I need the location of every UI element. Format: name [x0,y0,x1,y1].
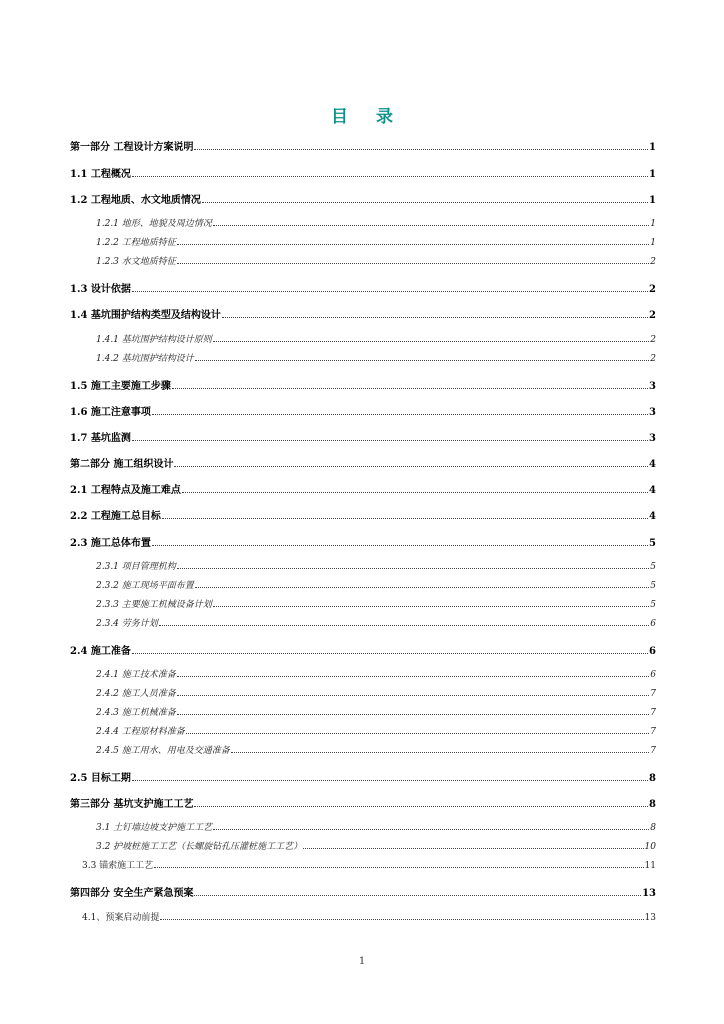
toc-entry-page: 2 [650,257,656,267]
toc-entry-page: 11 [644,861,656,871]
toc-entry[interactable] [70,216,656,229]
toc-entry-page: 1 [650,219,656,229]
toc-entry[interactable] [70,910,656,923]
toc-entry-page: 1 [649,169,656,180]
toc-entry-page: 7 [650,727,656,737]
toc-entry-label: 2.2 工程施工总目标 [70,511,161,522]
toc-entry-label: 第二部分 施工组织设计 [70,459,174,470]
toc-entry-label: 1.2.3 水文地质特征 [96,257,176,267]
toc-entry-page: 4 [649,459,656,470]
toc-entry-page: 1 [649,142,656,153]
toc-leader-dots [213,224,650,226]
toc-entry[interactable] [70,306,656,321]
toc-leader-dots [177,694,650,696]
toc-leader-dots [213,605,650,607]
toc-leader-dots [132,439,648,441]
toc-entry-page: 6 [650,619,656,629]
toc-leader-dots [194,894,641,896]
toc-entry-label: 第三部分 基坑支护施工工艺 [70,799,194,810]
toc-entry-label: 2.3.4 劳务计划 [96,619,158,629]
toc-entry[interactable] [70,769,656,784]
toc-entry[interactable] [70,235,656,248]
toc-entry-label: 3.1 土钉墙边坡支护施工工艺 [96,823,213,833]
toc-entry-page: 2 [649,310,656,321]
toc-entry[interactable] [70,724,656,737]
toc-entry[interactable] [70,507,656,522]
toc-entry-page: 2 [650,335,656,345]
toc-leader-dots [172,387,648,389]
toc-entry-label: 2.4.1 施工技术准备 [96,670,176,680]
toc-entry-page: 3 [649,381,656,392]
toc-entry-label: 1.3 设计依据 [70,284,131,295]
toc-entry[interactable] [70,165,656,180]
toc-entry-label: 3.2 护坡桩施工工艺（长螺旋钻孔压灌桩施工工艺） [96,842,303,852]
toc-entry[interactable] [70,839,656,852]
toc-entry[interactable] [70,743,656,756]
toc-entry-page: 5 [649,538,656,549]
toc-entry-page: 8 [650,823,656,833]
toc-entry-label: 1.7 基坑监测 [70,433,131,444]
toc-entry[interactable] [70,705,656,718]
toc-entry[interactable] [70,191,656,206]
toc-entry-page: 10 [644,842,656,852]
toc-entry-label: 第四部分 安全生产紧急预案 [70,888,194,899]
toc-leader-dots [177,567,650,569]
toc-leader-dots [195,359,650,361]
toc-entry-label: 4.1、预案启动前提 [82,913,160,923]
toc-leader-dots [160,918,643,920]
toc-entry-page: 5 [650,581,656,591]
toc-entry[interactable] [70,795,656,810]
toc-leader-dots [222,316,648,318]
toc-entry[interactable] [70,667,656,680]
toc-entry-page: 2 [649,284,656,295]
toc-entry-label: 1.4.2 基坑围护结构设计 [96,354,194,364]
toc-entry-page: 5 [650,600,656,610]
toc-entry-label: 2.4.4 工程原材料准备 [96,727,185,737]
toc-entry-label: 2.4.3 施工机械准备 [96,708,176,718]
toc-entry-label: 1.1 工程概况 [70,169,131,180]
toc-leader-dots [132,290,648,292]
toc-entry[interactable] [70,351,656,364]
toc-leader-dots [159,624,650,626]
toc-entry-page: 13 [644,913,656,923]
toc-entry[interactable] [70,254,656,267]
toc-leader-dots [186,732,650,734]
toc-entry-page: 7 [650,746,656,756]
toc-entry[interactable] [70,858,656,871]
toc-entry[interactable] [70,597,656,610]
toc-entry[interactable] [70,455,656,470]
toc-entry-label: 3.3 锚索施工工艺 [82,861,154,871]
toc-entry-page: 6 [650,670,656,680]
toc-entry[interactable] [70,481,656,496]
toc-entry-page: 7 [650,708,656,718]
toc-entry-label: 2.3 施工总体布置 [70,538,151,549]
toc-leader-dots [303,847,643,849]
toc-leader-dots [154,866,643,868]
toc-entry-page: 7 [650,689,656,699]
toc-leader-dots [177,243,650,245]
toc-entry-page: 1 [649,195,656,206]
toc-entry[interactable] [70,429,656,444]
toc-entry[interactable] [70,403,656,418]
toc-entry-page: 2 [650,354,656,364]
toc-entry-page: 3 [649,407,656,418]
toc-leader-dots [132,779,648,781]
toc-leader-dots [213,340,650,342]
toc-entry-page: 4 [649,485,656,496]
toc-entry[interactable] [70,377,656,392]
toc-entry-label: 第一部分 工程设计方案说明 [70,142,194,153]
toc-entry-label: 1.4.1 基坑围护结构设计原则 [96,335,212,345]
toc-entry-label: 1.2.1 地形、地貌及周边情况 [96,219,212,229]
page-number: 1 [358,956,366,967]
toc-entry-page: 13 [642,888,656,899]
toc-entry-label: 2.5 目标工期 [70,773,131,784]
toc-entry-label: 2.1 工程特点及施工难点 [70,485,181,496]
toc-entry[interactable] [70,884,656,899]
toc-leader-dots [152,413,648,415]
toc-leader-dots [194,148,648,150]
toc-entry-label: 2.4 施工准备 [70,646,131,657]
toc-entry[interactable] [70,820,656,833]
toc-entry-label: 1.6 施工注意事项 [70,407,151,418]
toc-entry-label: 1.2.2 工程地质特征 [96,238,176,248]
toc-leader-dots [177,262,650,264]
toc-entry-page: 8 [649,773,656,784]
toc-entry-page: 4 [649,511,656,522]
toc-leader-dots [132,175,648,177]
toc-leader-dots [202,201,648,203]
toc-leader-dots [177,713,650,715]
toc-entry-page: 6 [649,646,656,657]
toc-entry-label: 2.3.1 项目管理机构 [96,562,176,572]
toc-entry-label: 2.3.2 施工现场平面布置 [96,581,194,591]
toc-entry[interactable] [70,534,656,549]
toc-leader-dots [174,465,648,467]
toc-entry-label: 2.4.5 施工用水、用电及交通准备 [96,746,230,756]
toc-entry-label: 2.4.2 施工人员准备 [96,689,176,699]
toc-entry-page: 1 [650,238,656,248]
toc-entry-page: 3 [649,433,656,444]
toc-entry[interactable] [70,138,656,153]
toc-leader-dots [132,652,648,654]
toc-entry[interactable] [70,578,656,591]
toc-entry[interactable] [70,686,656,699]
toc-leader-dots [231,751,650,753]
toc-title: 目录 [331,107,421,127]
toc-entry-label: 1.5 施工主要施工步骤 [70,381,171,392]
toc-entry[interactable] [70,559,656,572]
toc-entry[interactable] [70,642,656,657]
toc-entry[interactable] [70,332,656,345]
toc-leader-dots [177,675,650,677]
toc-entry[interactable] [70,280,656,295]
toc-entry-page: 5 [650,562,656,572]
toc-leader-dots [213,828,649,830]
toc-leader-dots [194,805,648,807]
toc-entry-label: 1.4 基坑围护结构类型及结构设计 [70,310,221,321]
toc-entry[interactable] [70,616,656,629]
toc-leader-dots [162,517,648,519]
toc-leader-dots [195,586,650,588]
toc-leader-dots [152,544,648,546]
toc-entry-label: 1.2 工程地质、水文地质情况 [70,195,201,206]
toc-entry-label: 2.3.3 主要施工机械设备计划 [96,600,212,610]
toc-entry-page: 8 [649,799,656,810]
toc-leader-dots [182,491,648,493]
